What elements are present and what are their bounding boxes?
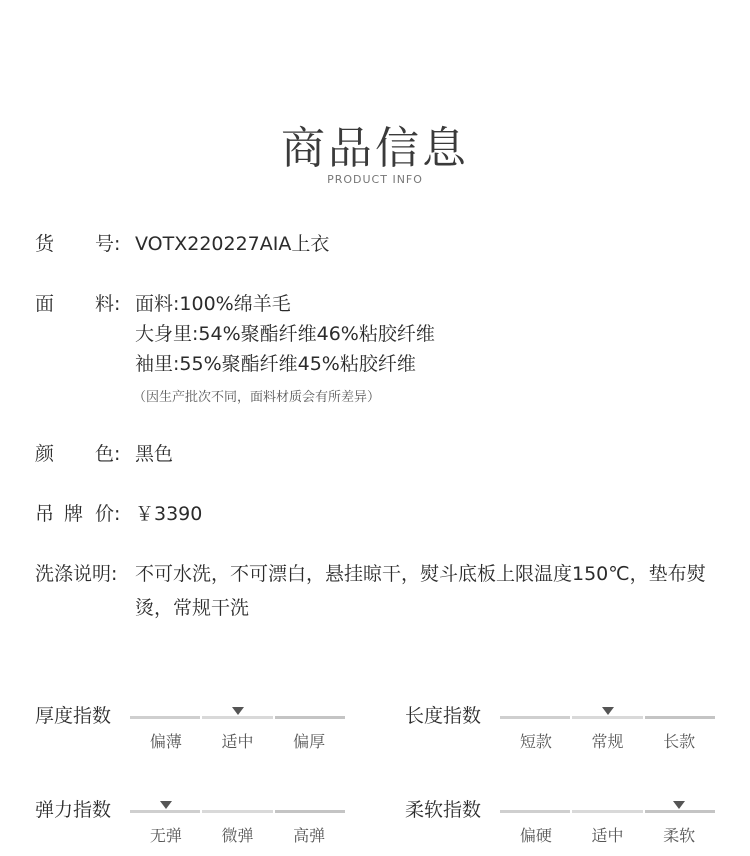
index-bar [500, 810, 715, 813]
index-marker-icon [232, 707, 244, 715]
index-option: 长款 [663, 732, 696, 751]
index-option: 偏薄 [149, 732, 182, 751]
color-value: 黑色 [135, 443, 174, 465]
page-subtitle: PRODUCT INFO [327, 173, 423, 186]
index-bar [500, 716, 715, 719]
fabric-note: （因生产批次不同，面料材质会有所差异） [133, 390, 381, 405]
index-option: 适中 [591, 826, 624, 845]
index-option: 适中 [221, 732, 254, 751]
thickness-index [35, 701, 365, 761]
index-options [500, 823, 715, 846]
page-title: 商品信息 [281, 123, 469, 174]
length-index [405, 701, 735, 761]
index-name: 弹力指数 [35, 799, 112, 821]
fabric-line: 袖里:55%聚酯纤维45%粘胶纤维 [135, 353, 416, 375]
index-marker-icon [673, 801, 685, 809]
index-option: 偏厚 [293, 732, 326, 751]
softness-index [405, 795, 735, 855]
index-option: 常规 [591, 732, 624, 751]
index-option: 柔软 [663, 826, 696, 845]
elasticity-index [35, 795, 365, 855]
index-option: 微弹 [221, 826, 254, 845]
index-options [130, 729, 345, 752]
index-options [130, 823, 345, 846]
fabric-line: 面料:100%绵羊毛 [135, 293, 291, 315]
index-marker-icon [160, 801, 172, 809]
index-options [500, 729, 715, 752]
index-marker-icon [602, 707, 614, 715]
index-option: 无弹 [149, 826, 182, 845]
price-value: ￥3390 [135, 503, 203, 525]
index-option: 短款 [519, 732, 552, 751]
care-value: 不可水洗，不可漂白，悬挂晾干，熨斗底板上限温度150℃，垫布熨烫，常规干洗 [135, 563, 706, 619]
index-option: 偏硬 [519, 826, 552, 845]
index-bar [130, 810, 345, 813]
fabric-line: 大身里:54%聚酯纤维46%粘胶纤维 [135, 323, 435, 345]
index-name: 厚度指数 [35, 705, 112, 727]
index-name: 柔软指数 [405, 799, 482, 821]
index-name: 长度指数 [405, 705, 482, 727]
care-label: 洗涤说明: [35, 563, 118, 585]
index-option: 高弹 [293, 826, 326, 845]
index-bar [130, 716, 345, 719]
sku-value: VOTX220227AIA上衣 [135, 233, 330, 255]
